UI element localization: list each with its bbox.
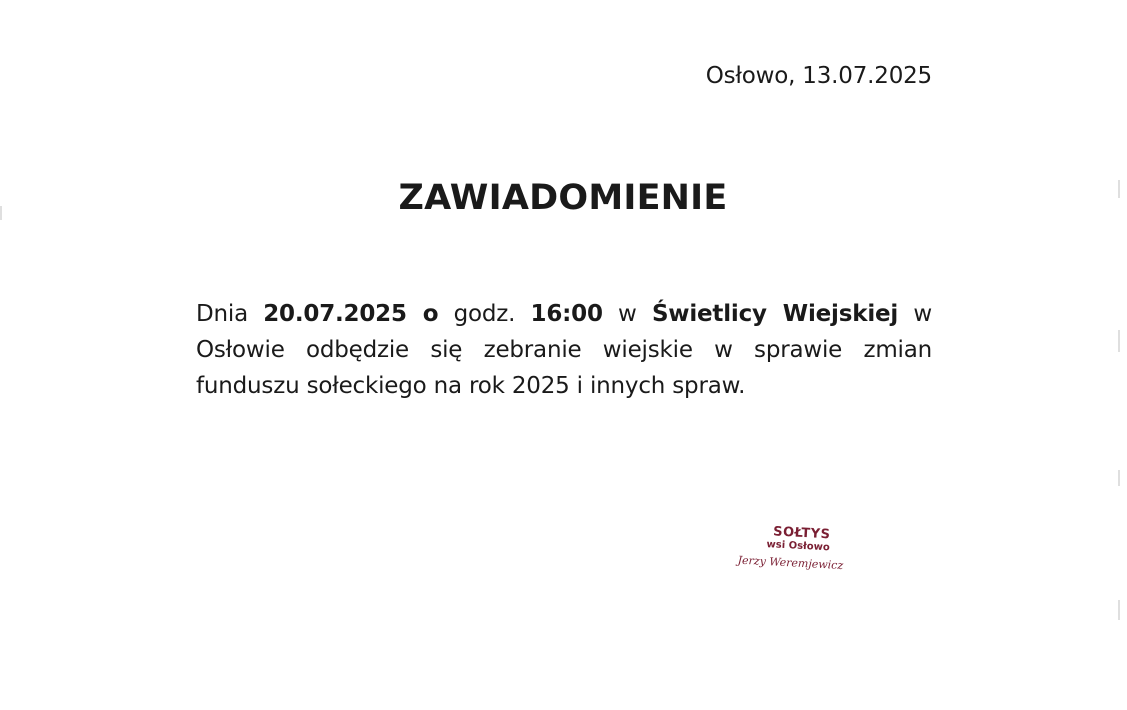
scan-edge-mark: [0, 206, 2, 220]
body-text-4: w Osłowie odbędzie się zebranie wiejskie w sprawie zmian funduszu sołeckiego na rok 2025 i innych spraw.: [196, 301, 932, 399]
document-title: ZAWIADOMIENIE: [398, 178, 728, 218]
body-text-2: godz.: [438, 301, 531, 327]
stamp-title: SOŁTYS: [772, 524, 831, 543]
meeting-venue: Świetlicy Wiejskiej: [651, 301, 899, 327]
scan-edge-mark: [1118, 180, 1120, 198]
announcement-body: [196, 296, 932, 404]
meeting-time: 16:00: [530, 301, 603, 327]
official-stamp: [726, 520, 879, 592]
body-text-3: w: [602, 301, 652, 327]
body-text-1: Dnia: [196, 301, 264, 327]
stamp-subtitle: wsi Osłowo: [766, 539, 830, 554]
scan-edge-mark: [1118, 470, 1120, 486]
scan-edge-mark: [1118, 330, 1120, 352]
stamp-name: Jerzy Weremjewicz: [737, 553, 844, 573]
place-date: Osłowo, 13.07.2025: [705, 63, 932, 89]
scan-edge-mark: [1118, 600, 1120, 620]
meeting-date: 20.07.2025 o: [263, 301, 439, 327]
